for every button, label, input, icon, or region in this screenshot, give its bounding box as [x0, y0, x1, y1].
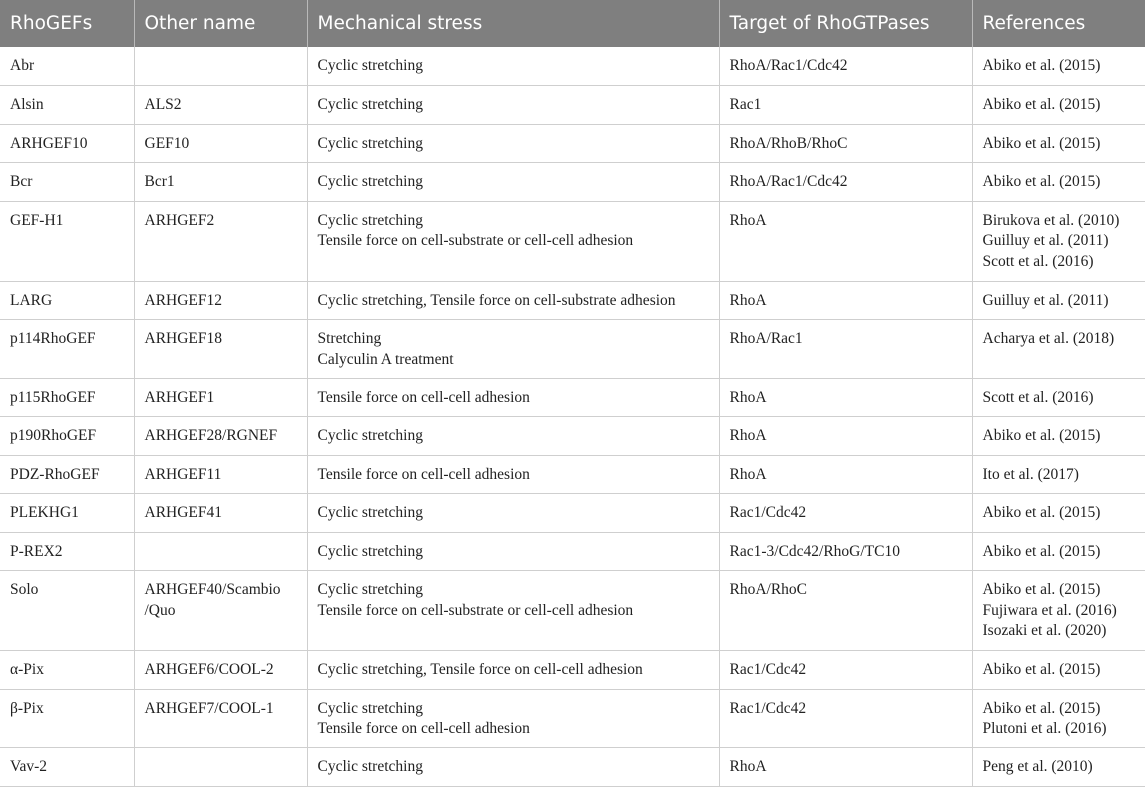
stress-line: Cyclic stretching	[317, 134, 423, 152]
cell-mechanical-stress	[307, 47, 719, 86]
stress-line: Cyclic stretching	[317, 542, 423, 560]
other-name-line: ALS2	[144, 96, 182, 113]
other-name-line: ARHGEF1	[144, 388, 215, 406]
cell-references	[972, 689, 1145, 748]
table-row	[0, 201, 1145, 281]
cell-references	[972, 378, 1145, 417]
cell-rhogef: Abr	[0, 47, 134, 86]
cell-mechanical-stress	[307, 689, 719, 748]
cell-mechanical-stress	[307, 201, 719, 281]
cell-other-name	[134, 163, 307, 202]
reference-line: Abiko et al. (2015)	[982, 661, 1101, 678]
table-row	[0, 320, 1145, 379]
stress-line: Cyclic stretching	[317, 173, 423, 190]
cell-target: Rac1/Cdc42	[719, 651, 972, 690]
cell-references	[972, 124, 1145, 163]
cell-target: RhoA	[719, 281, 972, 320]
stress-line: Cyclic stretching, Tensile force on cell-cell adhesion	[317, 661, 643, 678]
cell-other-name	[134, 47, 307, 86]
cell-rhogef: β-Pix	[0, 689, 134, 748]
reference-line: Birukova et al. (2010)	[982, 211, 1120, 229]
reference-line: Isozaki et al. (2020)	[982, 622, 1107, 639]
cell-target: RhoA/RhoB/RhoC	[719, 124, 972, 163]
cell-target: Rac1	[719, 86, 972, 125]
cell-target: RhoA/Rac1/Cdc42	[719, 163, 972, 202]
cell-other-name	[134, 281, 307, 320]
stress-line: Tensile force on cell-cell adhesion	[317, 388, 530, 406]
cell-mechanical-stress	[307, 86, 719, 125]
other-name-line: ARHGEF6/COOL-2	[144, 661, 274, 678]
reference-line: Scott et al. (2016)	[982, 252, 1094, 270]
cell-references	[972, 571, 1145, 651]
cell-references	[972, 163, 1145, 202]
other-name-line: ARHGEF12	[144, 291, 223, 309]
cell-mechanical-stress	[307, 455, 719, 494]
cell-references	[972, 748, 1145, 787]
table-row	[0, 124, 1145, 163]
cell-mechanical-stress	[307, 281, 719, 320]
stress-line: Cyclic stretching	[317, 96, 423, 113]
reference-line: Abiko et al. (2015)	[982, 134, 1101, 152]
cell-target: RhoA	[719, 455, 972, 494]
header-mechanical-stress: Mechanical stress	[307, 0, 719, 47]
other-name-line: GEF10	[144, 134, 190, 152]
cell-references	[972, 532, 1145, 571]
reference-line: Guilluy et al. (2011)	[982, 291, 1109, 309]
cell-mechanical-stress	[307, 651, 719, 690]
other-name-line: /Quo	[144, 601, 176, 619]
cell-mechanical-stress	[307, 571, 719, 651]
stress-line: Tensile force on cell-substrate or cell-cell adhesion	[317, 601, 634, 619]
cell-target: RhoA/RhoC	[719, 571, 972, 651]
cell-other-name	[134, 532, 307, 571]
cell-other-name	[134, 320, 307, 379]
reference-line: Scott et al. (2016)	[982, 388, 1094, 406]
cell-other-name	[134, 124, 307, 163]
reference-line: Abiko et al. (2015)	[982, 57, 1101, 74]
table-row	[0, 651, 1145, 690]
cell-target: RhoA/Rac1	[719, 320, 972, 379]
cell-target: RhoA/Rac1/Cdc42	[719, 47, 972, 86]
stress-line: Cyclic stretching	[317, 427, 423, 444]
cell-target: Rac1/Cdc42	[719, 494, 972, 533]
stress-line: Cyclic stretching	[317, 581, 423, 598]
cell-other-name	[134, 201, 307, 281]
cell-mechanical-stress	[307, 378, 719, 417]
cell-rhogef: PDZ-RhoGEF	[0, 455, 134, 494]
cell-rhogef: Vav-2	[0, 748, 134, 787]
cell-rhogef: Alsin	[0, 86, 134, 125]
cell-other-name	[134, 689, 307, 748]
cell-other-name	[134, 455, 307, 494]
stress-line: Cyclic stretching	[317, 211, 423, 229]
cell-other-name	[134, 748, 307, 787]
cell-references	[972, 455, 1145, 494]
table-row	[0, 689, 1145, 748]
stress-line: Cyclic stretching, Tensile force on cell-substrate adhesion	[317, 291, 676, 309]
cell-rhogef: GEF-H1	[0, 201, 134, 281]
cell-other-name	[134, 494, 307, 533]
cell-target: RhoA	[719, 417, 972, 456]
stress-line: Cyclic stretching	[317, 758, 423, 775]
stress-line: Stretching	[317, 330, 382, 347]
cell-mechanical-stress	[307, 124, 719, 163]
table-row	[0, 455, 1145, 494]
reference-line: Plutoni et al. (2016)	[982, 720, 1107, 737]
other-name-line: ARHGEF2	[144, 211, 215, 229]
header-row	[0, 0, 1145, 47]
cell-rhogef: α-Pix	[0, 651, 134, 690]
cell-rhogef: LARG	[0, 281, 134, 320]
header-other-name: Other name	[134, 0, 307, 47]
cell-mechanical-stress	[307, 163, 719, 202]
cell-target: Rac1-3/Cdc42/RhoG/TC10	[719, 532, 972, 571]
table-row	[0, 86, 1145, 125]
cell-rhogef: P-REX2	[0, 532, 134, 571]
table-row	[0, 571, 1145, 651]
table-body	[0, 47, 1145, 786]
cell-references	[972, 47, 1145, 86]
cell-other-name	[134, 378, 307, 417]
reference-line: Peng et al. (2010)	[982, 758, 1093, 775]
other-name-line: ARHGEF40/Scambio	[144, 581, 281, 598]
cell-rhogef: p114RhoGEF	[0, 320, 134, 379]
cell-other-name	[134, 417, 307, 456]
cell-target: RhoA	[719, 378, 972, 417]
other-name-line: ARHGEF41	[144, 504, 223, 521]
table-row	[0, 417, 1145, 456]
cell-mechanical-stress	[307, 320, 719, 379]
cell-references	[972, 86, 1145, 125]
reference-line: Fujiwara et al. (2016)	[982, 601, 1117, 619]
cell-other-name	[134, 651, 307, 690]
cell-mechanical-stress	[307, 748, 719, 787]
other-name-line: ARHGEF18	[144, 330, 223, 347]
cell-mechanical-stress	[307, 532, 719, 571]
stress-line: Tensile force on cell-cell adhesion	[317, 720, 530, 737]
table-row	[0, 47, 1145, 86]
reference-line: Acharya et al. (2018)	[982, 330, 1115, 347]
table-row	[0, 378, 1145, 417]
stress-line: Tensile force on cell-cell adhesion	[317, 465, 530, 483]
cell-mechanical-stress	[307, 494, 719, 533]
other-name-line: ARHGEF7/COOL-1	[144, 699, 274, 717]
reference-line: Ito et al. (2017)	[982, 465, 1079, 483]
reference-line: Abiko et al. (2015)	[982, 699, 1101, 717]
cell-references	[972, 494, 1145, 533]
header-rhogefs: RhoGEFs	[0, 0, 134, 47]
reference-line: Abiko et al. (2015)	[982, 581, 1101, 598]
cell-references	[972, 417, 1145, 456]
cell-references	[972, 201, 1145, 281]
table-row	[0, 163, 1145, 202]
cell-rhogef: p115RhoGEF	[0, 378, 134, 417]
cell-rhogef: Solo	[0, 571, 134, 651]
stress-line: Cyclic stretching	[317, 699, 423, 717]
table-row	[0, 494, 1145, 533]
reference-line: Guilluy et al. (2011)	[982, 232, 1109, 249]
reference-line: Abiko et al. (2015)	[982, 173, 1101, 190]
other-name-line: ARHGEF11	[144, 465, 222, 483]
stress-line: Tensile force on cell-substrate or cell-cell adhesion	[317, 232, 634, 249]
cell-references	[972, 651, 1145, 690]
cell-other-name	[134, 86, 307, 125]
stress-line: Calyculin A treatment	[317, 350, 454, 368]
cell-references	[972, 281, 1145, 320]
stress-line: Cyclic stretching	[317, 57, 423, 74]
reference-line: Abiko et al. (2015)	[982, 542, 1101, 560]
cell-rhogef: PLEKHG1	[0, 494, 134, 533]
table-row	[0, 532, 1145, 571]
table-row	[0, 281, 1145, 320]
cell-rhogef: Bcr	[0, 163, 134, 202]
cell-target: RhoA	[719, 201, 972, 281]
cell-target: RhoA	[719, 748, 972, 787]
stress-line: Cyclic stretching	[317, 504, 423, 521]
cell-other-name	[134, 571, 307, 651]
header-references: References	[972, 0, 1145, 47]
reference-line: Abiko et al. (2015)	[982, 427, 1101, 444]
cell-target: Rac1/Cdc42	[719, 689, 972, 748]
table-header	[0, 0, 1145, 47]
cell-rhogef: ARHGEF10	[0, 124, 134, 163]
cell-references	[972, 320, 1145, 379]
cell-mechanical-stress	[307, 417, 719, 456]
header-target: Target of RhoGTPases	[719, 0, 972, 47]
table-row	[0, 748, 1145, 787]
reference-line: Abiko et al. (2015)	[982, 96, 1101, 113]
cell-rhogef: p190RhoGEF	[0, 417, 134, 456]
other-name-line: ARHGEF28/RGNEF	[144, 427, 278, 444]
reference-line: Abiko et al. (2015)	[982, 504, 1101, 521]
other-name-line: Bcr1	[144, 173, 175, 190]
